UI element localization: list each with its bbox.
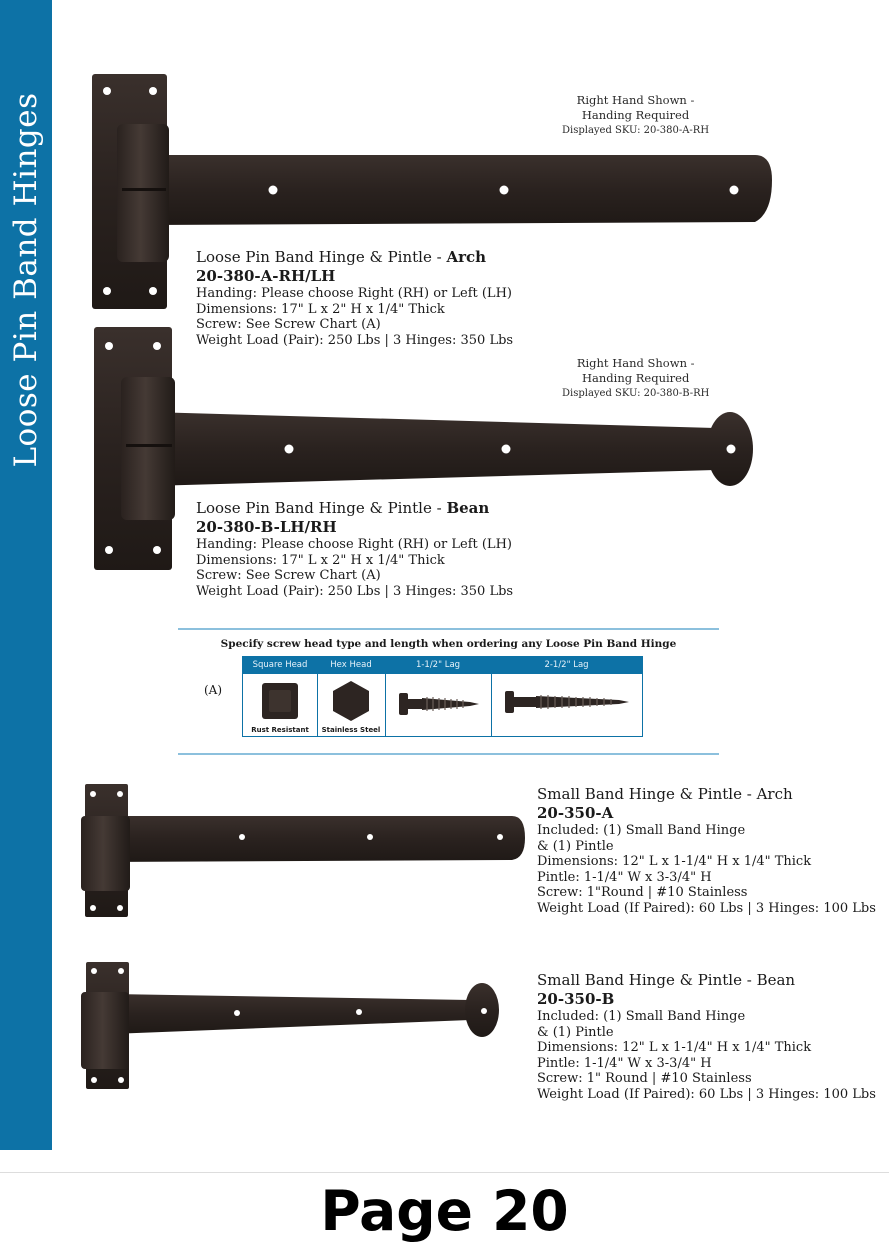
lag-screw-short-icon	[385, 674, 491, 736]
divider-bottom	[178, 753, 719, 755]
screw-chart-marker: (A)	[204, 683, 223, 697]
product-small-bean-info: Small Band Hinge & Pintle - Bean 20-350-B Included: (1) Small Band Hinge & (1) Pintle Dimensions: 12" L x 1-1/4" H x 1/4" Thick Pintle: 1-1/4" W x 3-3/4" H Screw: 1" Round | #10 Stainless Weight Load (If Paired): 60 Lbs | 3 Hinges: 100 Lbs	[537, 971, 876, 1102]
divider-top	[178, 628, 719, 630]
product-sku: 20-380-B-LH/RH	[196, 518, 337, 536]
product-title: Loose Pin Band Hinge & Pintle - Bean	[196, 499, 490, 517]
product-title: Loose Pin Band Hinge & Pintle - Arch	[196, 248, 487, 266]
sidebar-title: Loose Pin Band Hinges	[8, 92, 44, 468]
screw-chart-heading: Specify screw head type and length when ordering any Loose Pin Band Hinge	[220, 638, 677, 650]
screw-col-hex: Hex Head Stainless Steel	[317, 657, 386, 736]
product-sku: 20-350-A	[537, 804, 614, 822]
product-arch-info: Loose Pin Band Hinge & Pintle - Arch 20-380-A-RH/LH Handing: Please choose Right (RH) or Left (LH) Dimensions: 17" L x 2" H x 1/4" Thick Screw: See Screw Chart (A) Weight Load (Pair): 250 Lbs | 3 Hinges: 350 Lbs	[196, 248, 514, 348]
product-title: Small Band Hinge & Pintle - Arch	[537, 785, 793, 803]
handing-note-bean: Right Hand Shown - Handing Required Displayed SKU: 20-380-B-RH	[562, 356, 710, 399]
screw-chart	[242, 656, 643, 737]
screw-col-lag-long: 2-1/2" Lag	[491, 657, 642, 736]
product-bean-info: Loose Pin Band Hinge & Pintle - Bean 20-380-B-LH/RH Handing: Please choose Right (RH) or Left (LH) Dimensions: 17" L x 2" H x 1/4" Thick Screw: See Screw Chart (A) Weight Load (Pair): 250 Lbs | 3 Hinges: 350 Lbs	[196, 499, 514, 599]
page-number: Page 20	[320, 1179, 569, 1243]
lag-screw-long-icon	[491, 674, 642, 736]
product-sku: 20-380-A-RH/LH	[196, 267, 336, 285]
screw-col-lag-short: 1-1/2" Lag	[385, 657, 492, 736]
handing-note-arch: Right Hand Shown - Handing Required Displayed SKU: 20-380-A-RH	[562, 93, 710, 136]
product-title: Small Band Hinge & Pintle - Bean	[537, 971, 796, 989]
small-hinge-arch-image	[81, 784, 525, 917]
page-footer	[0, 1172, 889, 1251]
product-sku: 20-350-B	[537, 990, 615, 1008]
small-hinge-bean-image	[81, 962, 499, 1089]
product-small-arch-info: Small Band Hinge & Pintle - Arch 20-350-A Included: (1) Small Band Hinge & (1) Pintle Dimensions: 12" L x 1-1/4" H x 1/4" Thick Pintle: 1-1/4" W x 3-3/4" H Screw: 1"Round | #10 Stainless Weight Load (If Paired): 60 Lbs | 3 Hinges: 100 Lbs	[537, 785, 876, 916]
screw-col-square: Square Head Rust Resistant	[243, 657, 318, 736]
